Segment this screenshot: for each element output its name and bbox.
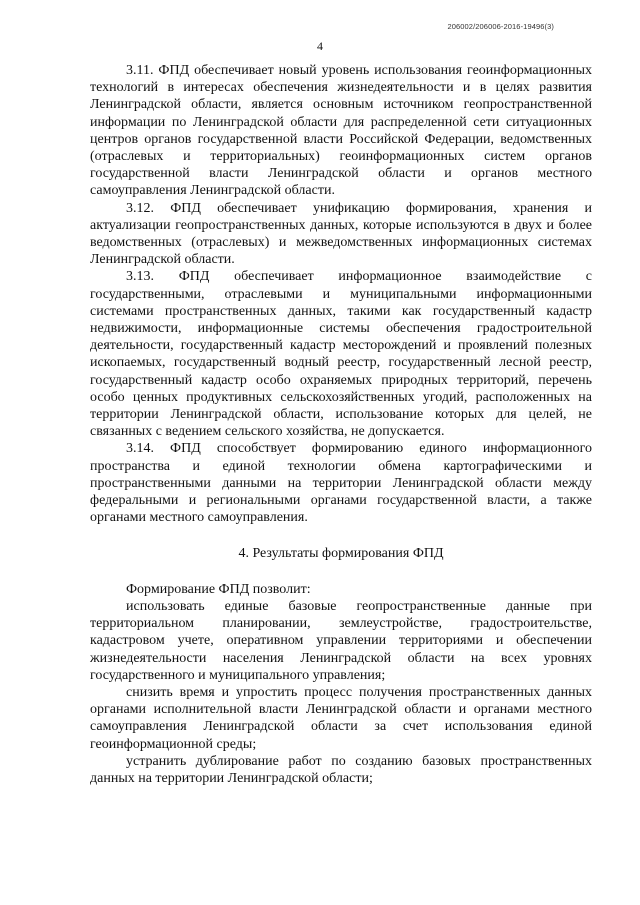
- list-item-2: снизить время и упростить процесс получения пространственных данных органами исполнительной власти Ленинградской области и органами местного самоуправления Ленинградской области за счет использования единой геоинформационной среды;: [90, 684, 592, 752]
- page-number: 4: [317, 39, 323, 53]
- paragraph-3-11: 3.11. ФПД обеспечивает новый уровень использования геоинформационных технологий в интересах обеспечения жизнедеятельности и в целях развития Ленинградской области, является основным источником геопространственной информации по Ленинградской области для распределенной сети ситуационных центров органов государственной власти Российской Федерации, ведомственных (отраслевых и территориальных) геоинформационных систем органов государственной власти Ленинградской области и органов местного самоуправления Ленинградской области.: [90, 63, 592, 199]
- section-heading: 4. Результаты формирования ФПД: [238, 546, 444, 562]
- paragraph-3-14: 3.14. ФПД способствует формированию единого информационного пространства и единой технологии обмена картографическими и пространственными данными на территории Ленинградской области между федеральными и региональными органами государственной власти, а также органами местного самоуправления.: [90, 441, 592, 526]
- list-item-3: устранить дублирование работ по созданию базовых пространственных данных на территории Ленинградской области;: [90, 753, 592, 786]
- section-intro: Формирование ФПД позволит:: [126, 581, 311, 597]
- list-item-1: использовать единые базовые геопространственные данные при территориальном планировании, землеустройстве, градостроительстве, кадастровом учете, оперативном управлении территориями и обеспечении жизнедеятельности населения Ленинградской области на всех уровнях государственного и муниципального управления;: [90, 598, 592, 683]
- document-body: [90, 62, 592, 787]
- paragraph-3-12: 3.12. ФПД обеспечивает унификацию формирования, хранения и актуализации геопространственных данных, которые используются в двух и более ведомственных (отраслевых) и межведомственных информационных системах Ленинградской области.: [90, 200, 592, 268]
- document-id: 206002/206006-2016-19496(3): [447, 22, 554, 31]
- paragraph-3-13: 3.13. ФПД обеспечивает информационное взаимодействие с государственными, отраслевыми и муниципальными информационными системами пространственных данных, такими как государственный кадастр недвижимости, информационные системы обеспечения градостроительной деятельности, государственный кадастр месторождений и проявлений полезных ископаемых, государственный водный реестр, государственный лесной реестр, государственный кадастр особо охраняемых природных территорий, перечень особо ценных продуктивных сельскохозяйственных угодий, расположенных на территории Ленинградской области, использование которых для целей, не связанных с ведением сельского хозяйства, не допускается.: [90, 269, 592, 440]
